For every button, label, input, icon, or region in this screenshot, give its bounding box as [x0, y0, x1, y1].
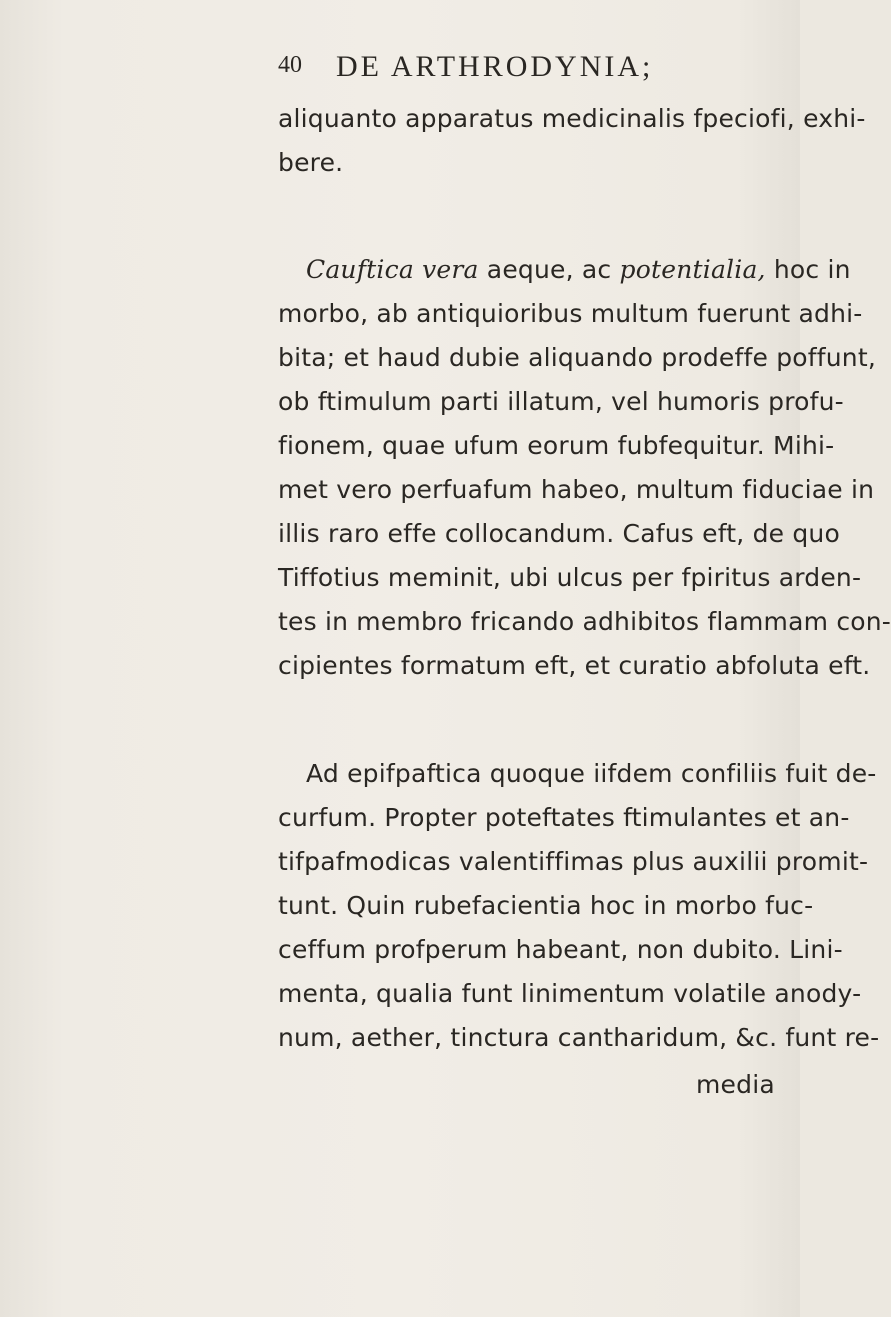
text-line: curfum. Propter poteftates ftimulantes et an- [278, 803, 850, 832]
plain-text: aeque, ac [478, 255, 620, 284]
text-line: illis raro effe collocandum. Cafus eft, de quo [278, 519, 840, 548]
text-line: aliquanto apparatus medicinalis fpeciofi, exhi- [278, 104, 866, 133]
text-line: ob ftimulum parti illatum, vel humoris profu- [278, 387, 844, 416]
plain-text: hoc in [765, 255, 851, 284]
text-line: met vero perfuafum habeo, multum fiduciae in [278, 475, 875, 504]
text-line: fionem, quae ufum eorum fubfequitur. Mihi- [278, 431, 835, 460]
text-line-italic-mixed [306, 255, 851, 284]
text-line: cipientes formatum eft, et curatio abfoluta eft. [278, 651, 871, 680]
text-line: tes in membro fricando adhibitos flammam con- [278, 607, 891, 636]
text-line: Ad epifpaftica quoque iifdem confiliis fuit de- [306, 759, 877, 788]
text-line: bita; et haud dubie aliquando prodeffe poffunt, [278, 343, 876, 372]
text-line: ceffum profperum habeant, non dubito. Lini- [278, 935, 843, 964]
catchword: media [696, 1070, 775, 1099]
text-line: tunt. Quin rubefacientia hoc in morbo fuc- [278, 891, 814, 920]
text-line: num, aether, tinctura cantharidum, &c. funt re- [278, 1023, 880, 1052]
text-line: morbo, ab antiquioribus multum fuerunt adhi- [278, 299, 863, 328]
text-line: bere. [278, 148, 344, 177]
italic-term: Cauftica vera [306, 255, 479, 284]
page-header [278, 50, 758, 90]
text-line: Tiffotius meminit, ubi ulcus per fpiritus arden- [278, 563, 862, 592]
italic-term: potentialia, [619, 255, 766, 284]
text-line: menta, qualia funt linimentum volatile anody- [278, 979, 862, 1008]
page-number: 40 [278, 52, 302, 78]
running-head: DE ARTHRODYNIA; [336, 50, 654, 83]
text-line: tifpafmodicas valentiffimas plus auxilii promit- [278, 847, 869, 876]
